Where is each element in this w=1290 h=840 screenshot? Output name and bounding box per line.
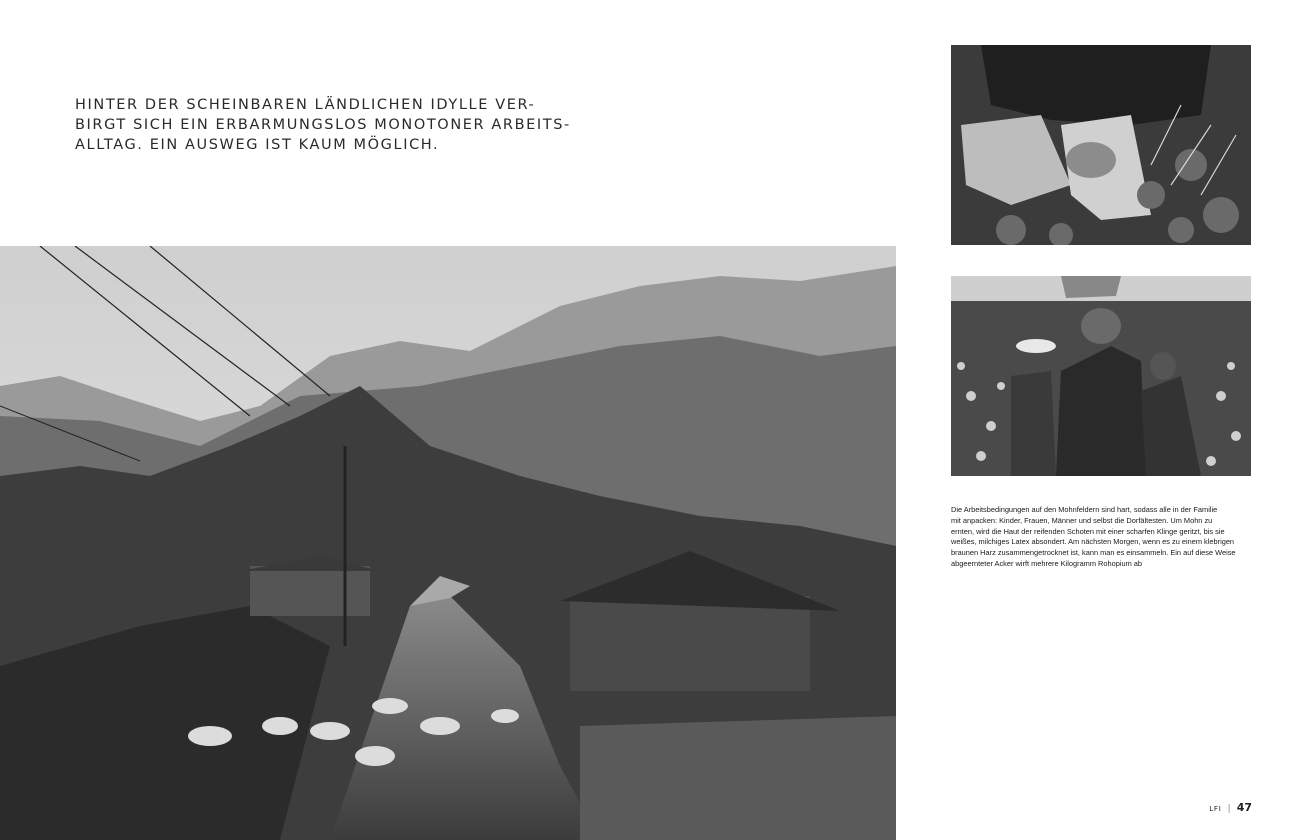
headline-line: HINTER DER SCHEINBAREN LÄNDLICHEN IDYLLE VER- [75, 97, 536, 113]
folio-separator: | [1227, 804, 1231, 814]
photo-caption [951, 505, 1253, 570]
poppy-field-workers-photo [951, 276, 1251, 476]
headline [75, 95, 571, 155]
page-folio [1209, 801, 1252, 814]
magazine-name: LFI [1209, 805, 1222, 813]
poppy-harvest-closeup-photo [951, 45, 1251, 245]
caption-line: Die Arbeitsbedingungen auf den Mohnfeldern sind hart, sodass alle in der Familie [951, 505, 1218, 514]
caption-line: braunen Harz zusammengetrocknet ist, kann man es einsammeln. Ein auf diese Weise [951, 548, 1236, 558]
caption-line: abgeernteter Acker wirft mehrere Kilogramm Rohopium ab [951, 558, 1143, 568]
caption-line: ernten, wird die Haut der reifenden Schoten mit einer scharfen Klinge geritzt, bis sie [951, 526, 1225, 536]
page-number: 47 [1236, 801, 1252, 814]
main-landscape-photo [0, 246, 896, 840]
headline-line: ALLTAG. EIN AUSWEG IST KAUM MÖGLICH. [75, 137, 440, 153]
headline-line: BIRGT SICH EIN ERBARMUNGSLOS MONOTONER ARBEITS- [75, 117, 571, 133]
caption-line: weißes, milchiges Latex absondert. Am nächsten Morgen, wenn es zu einem klebrigen [951, 537, 1235, 547]
caption-line: mit anpacken: Kinder, Frauen, Männer und selbst die Dorfältesten. Um Mohn zu [951, 515, 1213, 525]
